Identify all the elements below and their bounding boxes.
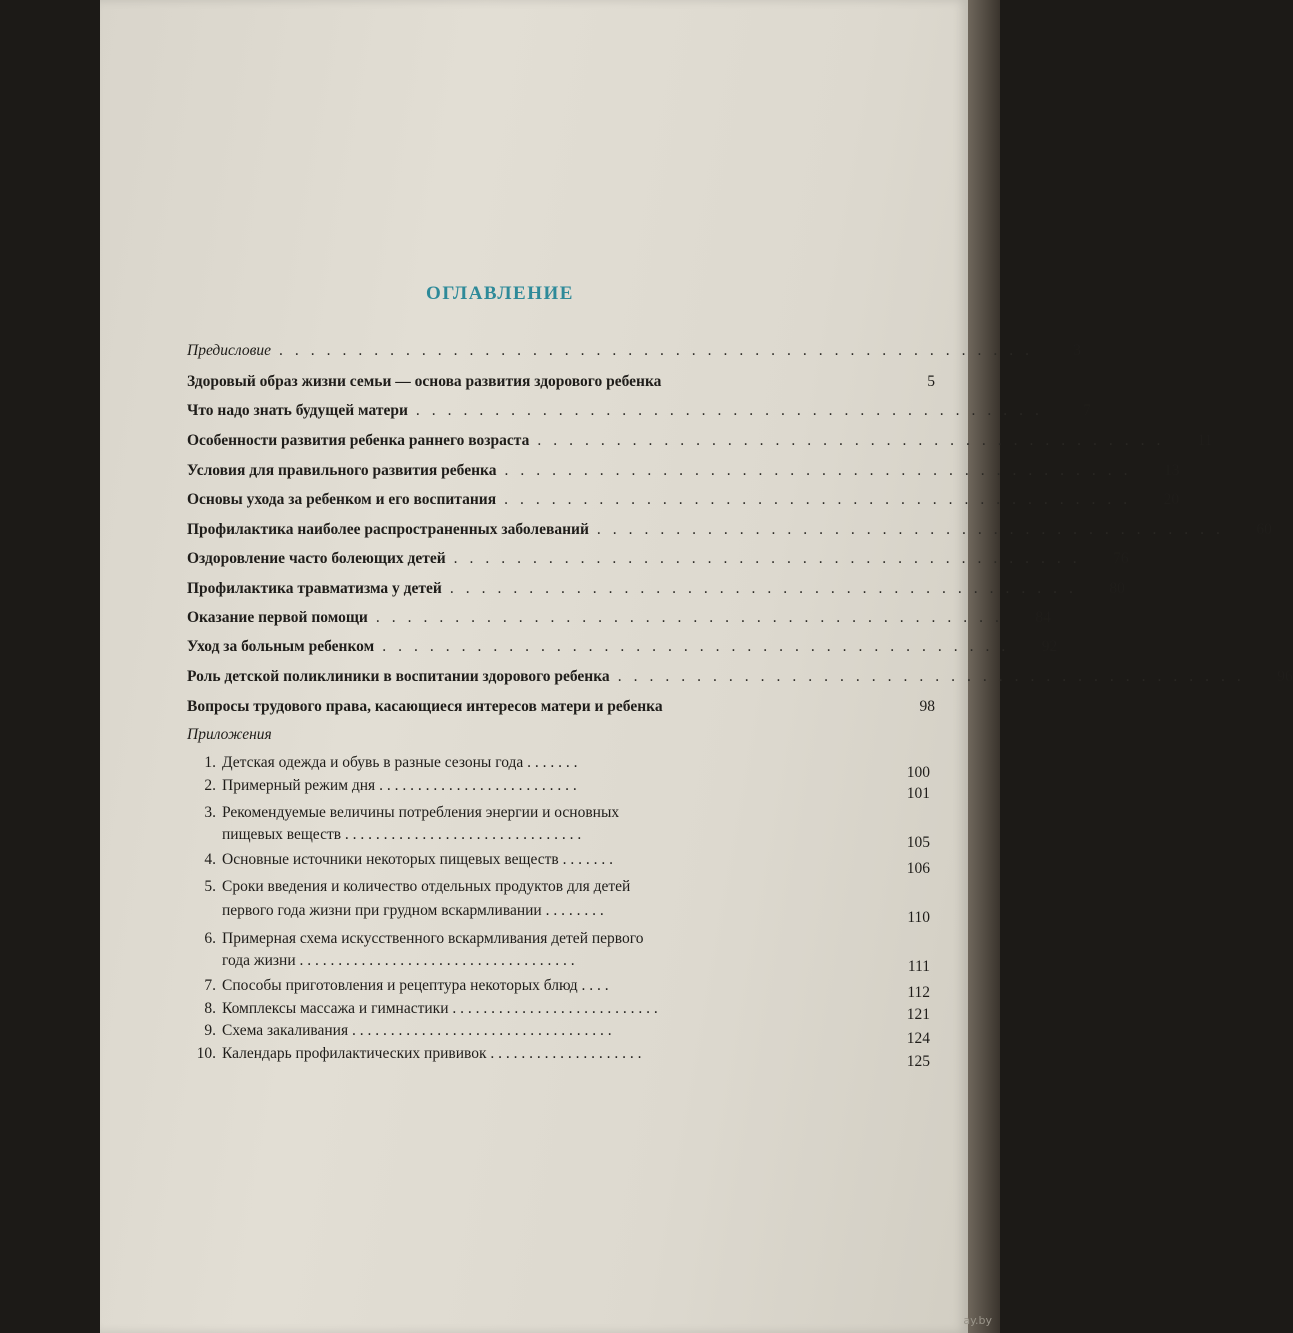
watermark: ay.by <box>963 1314 992 1327</box>
appendix-page: 106 <box>906 860 930 877</box>
appendix-item: 5. Сроки введения и количество отдельных продуктов для детей <box>204 878 631 895</box>
appendix-item-cont: первого года жизни при грудном вскармливании . . . . . . . . <box>222 902 604 919</box>
appendix-page: 110 <box>907 909 930 926</box>
appendix-heading: Приложения <box>187 726 272 743</box>
toc-entry: Оказание первой помощи ........................................ 84 <box>187 609 1051 626</box>
toc-entry: Роль детской поликлиники в воспитании здорового ребенка ........................................ 96 <box>187 668 1293 685</box>
toc-entry: Профилактика наиболее распространенных заболеваний ........................................ 60 <box>187 521 1272 538</box>
appendix-item: 3. Рекомендуемые величины потребления энергии и основных <box>204 804 620 821</box>
appendix-item: 6. Примерная схема искусственного вскармливания детей первого <box>204 930 644 947</box>
toc-entry: Оздоровление часто болеющих детей ........................................ 76 <box>187 550 1129 567</box>
appendix-item: 1. Детская одежда и обувь в разные сезоны года . . . . . . . <box>204 754 578 771</box>
page-edge <box>968 0 1000 1333</box>
appendix-page: 112 <box>907 984 930 1001</box>
toc-entry: Что надо знать будущей матери ........................................ 7 <box>187 402 1091 419</box>
appendix-item: 7. Способы приготовления и рецептура некоторых блюд . . . . <box>204 977 609 994</box>
toc-entry: Здоровый образ жизни семьи — основа развития здорового ребенка 5 <box>187 373 935 390</box>
toc-entry: Профилактика травматизма у детей ........................................ 80 <box>187 580 1125 597</box>
appendix-page: 100 <box>906 764 930 781</box>
appendix-item: 10. Календарь профилактических прививок . . . . . . . . . . . . . . . . . . . . <box>196 1045 642 1062</box>
appendix-item: 8. Комплексы массажа и гимнастики . . . . . . . . . . . . . . . . . . . . . . . . . . . <box>204 1000 658 1017</box>
appendix-page: 124 <box>906 1030 930 1047</box>
toc-entry: Особенности развития ребенка раннего возраста ........................................ 11 <box>187 432 1213 449</box>
appendix-item: 4. Основные источники некоторых пищевых веществ . . . . . . . <box>204 851 613 868</box>
appendix-item-cont: пищевых веществ . . . . . . . . . . . . . . . . . . . . . . . . . . . . . . . <box>222 826 582 843</box>
toc-title: ОГЛАВЛЕНИЕ <box>426 283 574 304</box>
toc-entry: Уход за больным ребенком ........................................ 92 <box>187 638 1058 655</box>
appendix-item: 2. Примерный режим дня . . . . . . . . . . . . . . . . . . . . . . . . . . <box>204 777 577 794</box>
appendix-page: 121 <box>906 1006 930 1023</box>
toc-entry: Условия для правильного развития ребенка ........................................ 13 <box>187 462 1180 479</box>
appendix-page: 111 <box>907 958 930 975</box>
appendix-item-cont: года жизни . . . . . . . . . . . . . . . . . . . . . . . . . . . . . . . . . . . . <box>222 952 575 969</box>
toc-entry: Предисловие ................................................ 3 <box>187 342 1081 359</box>
appendix-item: 9. Схема закаливания . . . . . . . . . . . . . . . . . . . . . . . . . . . . . . . . . . <box>204 1022 612 1039</box>
appendix-page: 125 <box>906 1053 930 1070</box>
appendix-page: 101 <box>906 785 930 802</box>
toc-entry: Вопросы трудового права, касающиеся интересов матери и ребенка 98 <box>187 698 935 715</box>
appendix-page: 105 <box>906 834 930 851</box>
toc-entry: Основы ухода за ребенком и его воспитания ........................................ 20 <box>187 491 1180 508</box>
